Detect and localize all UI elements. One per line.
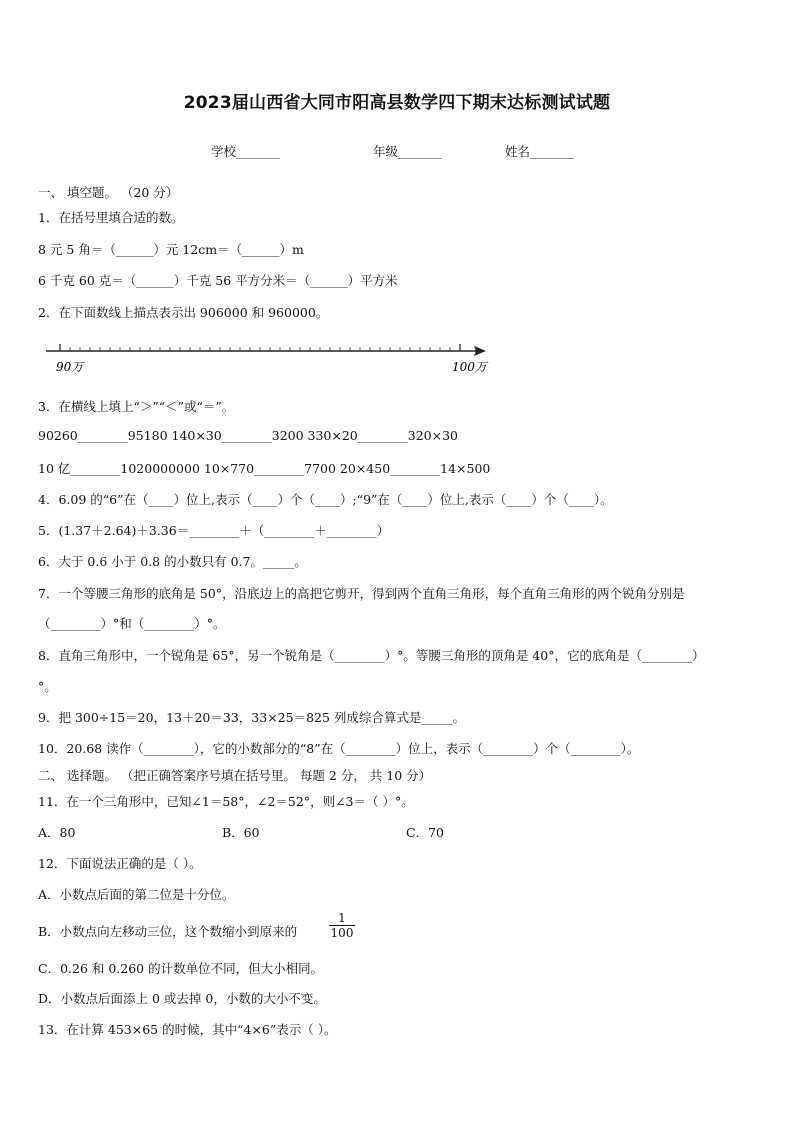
q1-stem: 1．在括号里填合适的数。 xyxy=(38,210,184,225)
q11-stem: 11．在一个三角形中，已知∠1＝58°，∠2＝52°，则∠3＝（ ）°。 xyxy=(38,794,414,809)
q8-line2: °。 xyxy=(38,679,57,694)
q12-option-b: B．小数点向左移动三位，这个数缩小到原来的 xyxy=(38,924,298,939)
section1-header: 一、 填空题。 （20 分） xyxy=(38,185,179,200)
q13: 13．在计算 453×65 的时候，其中“4×6”表示（ ）。 xyxy=(38,1022,337,1037)
school-field: 学校_______ xyxy=(211,144,280,159)
q3-line2: 10 亿________1020000000 10×770________7700 20×450________14×500 xyxy=(38,461,491,476)
fraction-numerator: 1 xyxy=(329,911,355,926)
q11-option-b: B．60 xyxy=(222,825,260,840)
number-line-ticks xyxy=(60,344,460,351)
q12-option-c: C．0.26 和 0.260 的计数单位不同，但大小相同。 xyxy=(38,961,324,976)
number-line-label-left: 90万 xyxy=(56,360,84,374)
grade-field: 年级_______ xyxy=(373,144,442,159)
number-line-label-right: 100万 xyxy=(452,360,487,374)
q12-option-a: A．小数点后面的第二位是十分位。 xyxy=(38,887,235,902)
q3-line1: 90260________95180 140×30________3200 330×20________320×30 xyxy=(38,428,459,443)
q4: 4．6.09 的“6”在（____）位上,表示（____）个（____）;“9”在（____）位上,表示（____）个（____）。 xyxy=(38,492,613,507)
q11-option-a: A．80 xyxy=(38,825,76,840)
number-line xyxy=(40,338,500,380)
q1-line1: 8 元 5 角＝（______）元 12cm＝（______）m xyxy=(38,242,304,257)
q12-stem: 12．下面说法正确的是（ ）。 xyxy=(38,856,202,871)
q7-line2: （________）°和（________）°。 xyxy=(38,616,226,631)
q1-line2: 6 千克 60 克＝（______）千克 56 平方分米＝（______）平方米 xyxy=(38,273,398,288)
q7-line1: 7．一个等腰三角形的底角是 50°，沿底边上的高把它剪开，得到两个直角三角形，每个直角三角形的两个锐角分别是 xyxy=(38,586,685,601)
q2-stem: 2．在下面数线上描点表示出 906000 和 960000。 xyxy=(38,305,329,320)
fraction-denominator: 100 xyxy=(330,926,354,940)
q5: 5．(1.37＋2.64)＋3.36＝________＋（________＋________） xyxy=(38,523,390,538)
q11-option-c: C．70 xyxy=(406,825,444,840)
page-title: 2023届山西省大同市阳高县数学四下期末达标测试试题 xyxy=(183,93,611,113)
name-field: 姓名_______ xyxy=(505,144,574,159)
q9: 9．把 300÷15＝20，13＋20＝33，33×25＝825 列成综合算式是_____。 xyxy=(38,710,466,725)
q12-option-d: D．小数点后面添上 0 或去掉 0，小数的大小不变。 xyxy=(38,991,326,1006)
q3-stem: 3．在横线上填上“＞”“＜”或“＝”。 xyxy=(38,399,235,414)
section2-header: 二、 选择题。 （把正确答案序号填在括号里。 每题 2 分， 共 10 分） xyxy=(38,768,432,783)
q8-line1: 8．直角三角形中，一个锐角是 65°，另一个锐角是（________）°。等腰三角形的顶角是 40°，它的底角是（________） xyxy=(38,648,705,663)
fraction-one-hundredth xyxy=(329,911,355,940)
q6: 6．大于 0.6 小于 0.8 的小数只有 0.7。_____。 xyxy=(38,554,307,569)
q10: 10．20.68 读作（________），它的小数部分的“8”在（________）位上，表示（________）个（________）。 xyxy=(38,741,640,756)
